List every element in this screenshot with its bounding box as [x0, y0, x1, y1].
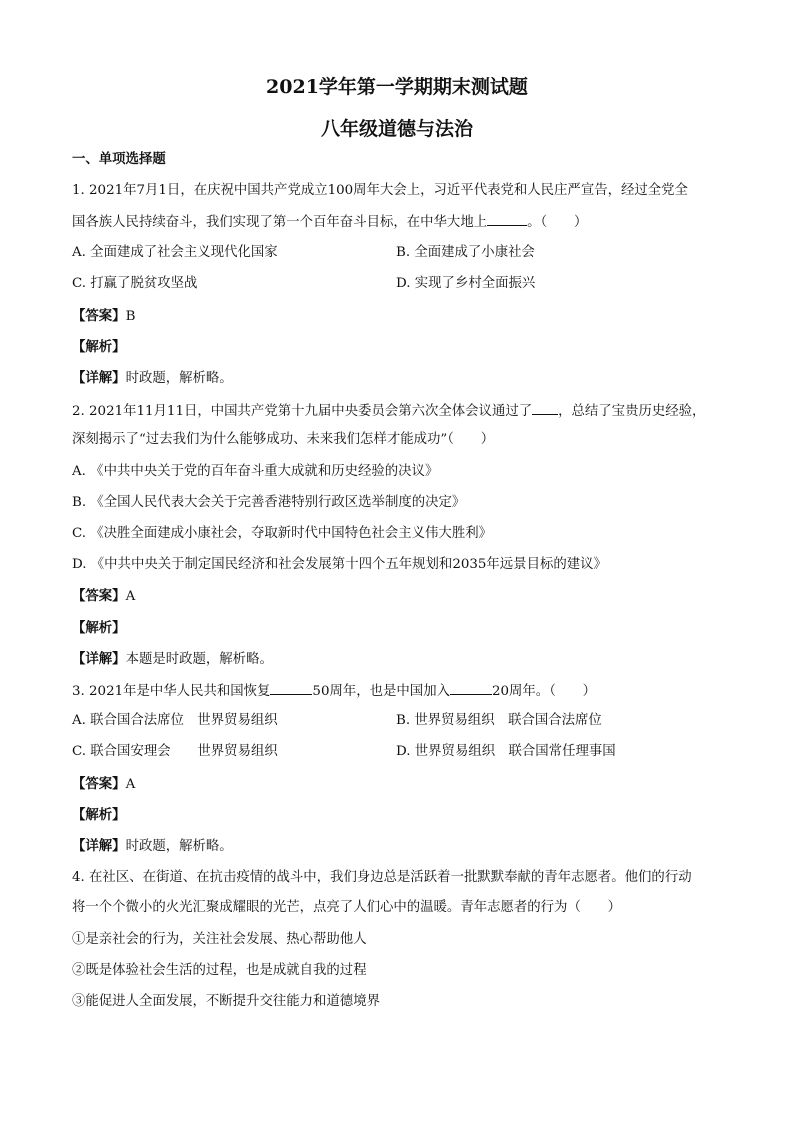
- q3-option-a: A. 联合国合法席位 世界贸易组织: [72, 713, 278, 728]
- q3-stem-text: 3. 2021年是中华人民共和国恢复: [72, 684, 271, 699]
- q1-answer-tag: 【答案】: [72, 308, 126, 324]
- q3-detail-text: 时政题，解析略。: [125, 839, 233, 854]
- q2-stem-text: 2. 2021年11月11日，中国共产党第十九届中央委员会第六次全体会议通过了: [72, 404, 533, 419]
- exam-title: 2021学年第一学期期末测试题: [266, 76, 528, 98]
- q2-analysis-tag: 【解析】: [72, 620, 126, 636]
- q3-blank-1: [270, 681, 312, 695]
- q3-answer-tag: 【答案】: [72, 776, 126, 792]
- q3-blank-2: [450, 681, 492, 695]
- q3-analysis-tag: 【解析】: [72, 807, 126, 823]
- q1-detail-tag: 【详解】: [72, 370, 126, 386]
- q3-detail: [72, 837, 233, 856]
- q3-option-c: C. 联合国安理会 世界贸易组织: [72, 744, 278, 759]
- q2-option-a: A. 《中共中央关于党的百年奋斗重大成就和历史经验的决议》: [72, 464, 439, 479]
- q3-answer: [72, 775, 135, 794]
- q2-stem-line2: 深刻揭示了“过去我们为什么能够成功、未来我们怎样才能成功”（ ）: [72, 432, 495, 447]
- q2-answer-value: A: [125, 589, 136, 604]
- q3-stem-tail: 20周年。（ ）: [491, 684, 597, 699]
- q1-detail-text: 时政题，解析略。: [125, 371, 233, 386]
- q2-stem-line1: [72, 401, 705, 421]
- section-heading: 一、单项选择题: [72, 151, 166, 167]
- q1-option-b: B. 全面建成了小康社会: [396, 245, 535, 260]
- q1-stem-line2: [72, 212, 587, 232]
- q2-detail-text: 本题是时政题，解析略。: [125, 652, 273, 667]
- q1-stem-text: 国各族人民持续奋斗，我们实现了第一个百年奋斗目标，在中华大地上: [72, 215, 488, 230]
- q2-answer: [72, 587, 135, 606]
- q3-detail-tag: 【详解】: [72, 838, 126, 854]
- q3-option-d: D. 世界贸易组织 联合国常任理事国: [396, 744, 616, 759]
- q1-answer: [72, 307, 135, 326]
- q3-stem-mid: 50周年，也是中国加入: [312, 684, 450, 699]
- q4-statement-3: ③能促进人全面发展，不断提升交往能力和道德境界: [72, 994, 380, 1009]
- q4-statement-1: ①是亲社会的行为，关注社会发展、热心帮助他人: [72, 932, 367, 947]
- q2-option-b: B. 《全国人民代表大会关于完善香港特别行政区选举制度的决定》: [72, 495, 466, 510]
- q1-detail: [72, 369, 233, 388]
- q2-option-d: D. 《中共中央关于制定国民经济和社会发展第十四个五年规划和2035年远景目标的建议》: [72, 557, 607, 572]
- q1-analysis-tag: 【解析】: [72, 339, 126, 355]
- q1-option-d: D. 实现了乡村全面振兴: [396, 276, 536, 291]
- q2-option-c: C. 《决胜全面建成小康社会，夺取新时代中国特色社会主义伟大胜利》: [72, 526, 492, 541]
- exam-subtitle: 八年级道德与法治: [320, 118, 473, 140]
- q4-statement-2: ②既是体验社会生活的过程，也是成就自我的过程: [72, 963, 367, 978]
- q2-detail: [72, 650, 273, 669]
- q3-stem-line1: [72, 681, 596, 701]
- q1-blank: [487, 212, 527, 226]
- q2-detail-tag: 【详解】: [72, 651, 126, 667]
- q2-blank: [532, 401, 558, 415]
- q4-stem-line2: 将一个个微小的火光汇聚成耀眼的光芒，点亮了人们心中的温暖。青年志愿者的行为（ ）: [72, 900, 622, 915]
- q1-option-c: C. 打赢了脱贫攻坚战: [72, 276, 198, 291]
- q1-option-a: A. 全面建成了社会主义现代化国家: [72, 245, 278, 260]
- q3-answer-value: A: [125, 777, 136, 792]
- q1-answer-value: B: [125, 309, 136, 324]
- q1-stem-line1: 1. 2021年7月1日，在庆祝中国共产党成立100周年大会上，习近平代表党和人民庄严宣告，经过全党全: [72, 183, 688, 198]
- q4-stem-line1: 4. 在社区、在街道、在抗击疫情的战斗中，我们身边总是活跃着一批默默奉献的青年志愿者。他们的行动: [72, 870, 692, 885]
- q2-answer-tag: 【答案】: [72, 588, 126, 604]
- q3-option-b: B. 世界贸易组织 联合国合法席位: [396, 713, 602, 728]
- q1-stem-tail: 。（ ）: [527, 215, 588, 230]
- q2-stem-tail: ，总结了宝贵历史经验，: [558, 404, 706, 419]
